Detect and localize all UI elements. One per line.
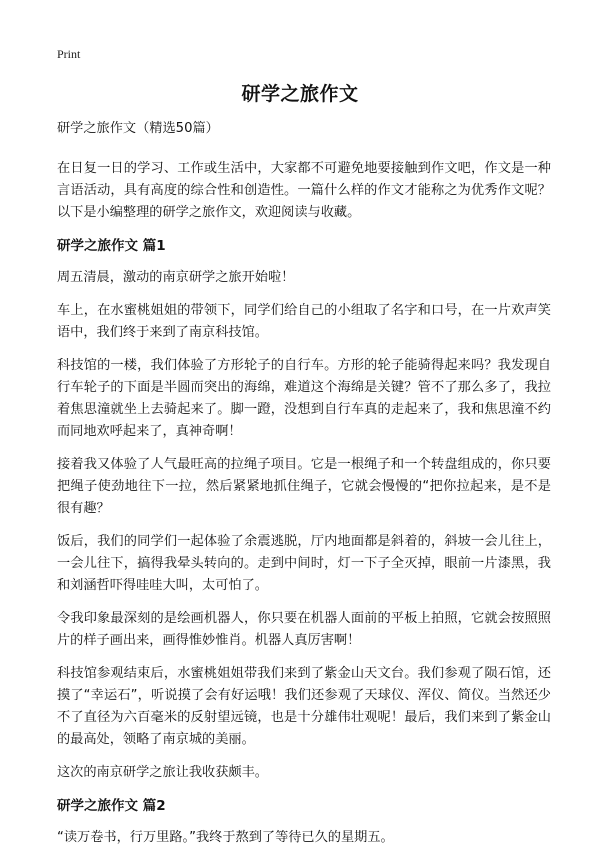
paragraph: 周五清晨，激动的南京研学之旅开始啦！	[57, 270, 295, 285]
paragraph: 这次的南京研学之旅让我收获颇丰。	[57, 765, 268, 780]
section-1	[57, 235, 551, 784]
article-subtitle: 研学之旅作文（精选50篇）	[57, 121, 219, 136]
article-body	[57, 118, 551, 860]
paragraph: 饭后，我们的同学们一起体验了余震逃脱，厅内地面都是斜着的，斜坡一会儿往上，一会儿往下，搞得我晕头转向的。走到中间时，灯一下子全灭掉，眼前一片漆黑，我和刘涵哲吓得哇哇大叫，太可怕了。	[57, 534, 551, 593]
paragraph: 接着我又体验了人气最旺高的拉绳子项目。它是一根绳子和一个转盘组成的，你只要把绳子使劲地往下一拉，然后紧紧地抓住绳子，它就会慢慢的“把你拉起来，是不是很有趣？	[57, 457, 551, 516]
section-heading: 研学之旅作文 篇1	[57, 238, 166, 254]
paragraph: 令我印象最深刻的是绘画机器人，你只要在机器人面前的平板上拍照，它就会按照照片的样子画出来，画得惟妙惟肖。机器人真厉害啊！	[57, 611, 551, 648]
section-heading: 研学之旅作文 篇2	[57, 798, 166, 814]
paragraph: 科技馆参观结束后，水蜜桃姐姐带我们来到了紫金山天文台。我们参观了陨石馆，还摸了“幸运石”，听说摸了会有好运哦！我们还参观了天球仪、浑仪、简仪。当然还少不了直径为六百毫米的反射望远镜，也是十分雄伟壮观呢！最后，我们来到了紫金山的最高处，领略了南京城的美丽。	[57, 666, 551, 747]
section-2	[57, 795, 551, 849]
page-title: 研学之旅作文	[241, 83, 359, 105]
paragraph: 车上，在水蜜桃姐姐的带领下，同学们给自己的小组取了名字和口号，在一片欢声笑语中，我们终于来到了南京科技馆。	[57, 303, 551, 340]
print-link[interactable]: Print	[57, 47, 81, 61]
intro-paragraph: 在日复一日的学习、工作或生活中，大家都不可避免地要接触到作文吧，作文是一种言语活动，具有高度的综合性和创造性。一篇什么样的作文才能称之为优秀作文呢？以下是小编整理的研学之旅作文，欢迎阅读与收藏。	[57, 161, 551, 220]
paragraph: “读万卷书，行万里路。”我终于熬到了等待已久的星期五。	[57, 830, 394, 845]
paragraph: 科技馆的一楼，我们体验了方形轮子的自行车。方形的轮子能骑得起来吗？我发现自行车轮子的下面是半圆而突出的海绵，难道这个海绵是关键？管不了那么多了，我拉着焦思潼就坐上去骑起来了。脚一蹬，没想到自行车真的走起来了，我和焦思潼不约而同地欢呼起来了，真神奇啊！	[57, 358, 551, 439]
